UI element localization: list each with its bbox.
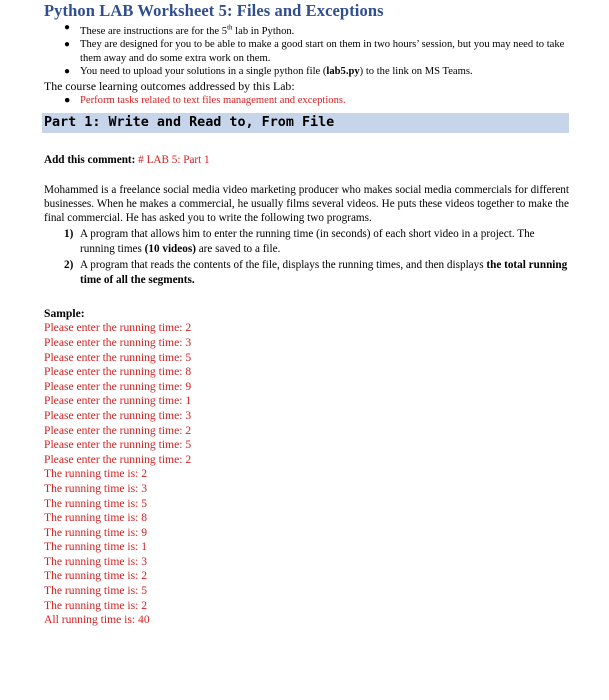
sample-output	[44, 321, 569, 627]
outcomes-heading: The course learning outcomes addressed by this Lab:	[44, 78, 295, 93]
sample-output-line: The running time is: 5	[44, 584, 148, 598]
task-number: 2)	[64, 258, 74, 271]
task-bold: the total running time of all the segments.	[80, 258, 568, 287]
task-item-2	[44, 258, 569, 289]
sample-output-line: Please enter the running time: 3	[44, 408, 192, 422]
sample-output-line: Please enter the running time: 5	[44, 350, 192, 364]
bullet-icon: ●	[64, 22, 71, 33]
bullet-icon: ●	[64, 39, 71, 51]
intro-bullet-3	[64, 65, 569, 79]
outcome-text: Perform tasks related to text files management and exceptions.	[80, 94, 346, 106]
sample-output-line: Please enter the running time: 9	[44, 379, 192, 393]
part1-description: Mohammed is a freelance social media video marketing producer who makes social media commercials for different businesses. When he makes a commercial, he usually films several videos. He puts these videos together to make the final commercial. He has asked you to write the following two programs.	[44, 183, 569, 225]
worksheet-title: Python LAB Worksheet 5: Files and Exceptions	[44, 1, 384, 20]
outcome-item	[64, 94, 569, 108]
task-item-1	[44, 227, 569, 258]
sample-output-line: The running time is: 9	[44, 525, 148, 539]
sample-output-line: Please enter the running time: 2	[44, 452, 192, 466]
outcomes-list	[44, 94, 569, 108]
sample-output-line: Please enter the running time: 1	[44, 394, 192, 408]
sample-output-line: Please enter the running time: 2	[44, 321, 192, 335]
sample-output-line: The running time is: 2	[44, 569, 148, 583]
task-text: A program that allows him to enter the running time (in seconds) of each short video in a project. The running times	[80, 227, 535, 256]
sample-output-line: The running time is: 2	[44, 467, 148, 481]
sample-output-line: The running time is: 5	[44, 496, 148, 510]
sample-output-line: All running time is: 40	[44, 613, 150, 627]
task-text-end: are saved to a file.	[195, 243, 281, 256]
comment-label: Add this comment:	[44, 153, 136, 166]
task-list	[44, 227, 569, 289]
part1-heading: Part 1: Write and Read to, From File	[42, 113, 569, 133]
sample-output-line: Please enter the running time: 8	[44, 365, 192, 379]
sample-output-line: Please enter the running time: 5	[44, 438, 192, 452]
task-number: 1)	[64, 227, 74, 240]
sample-output-line: The running time is: 3	[44, 481, 148, 495]
part1-comment	[44, 153, 569, 167]
sample-output-line: The running time is: 3	[44, 554, 148, 568]
comment-value: # LAB 5: Part 1	[138, 153, 210, 166]
intro-bullet-3-text: You need to upload your solutions in a single python file (lab5.py) to the link on MS Teams.	[80, 66, 473, 78]
sample-output-line: The running time is: 8	[44, 511, 148, 525]
bullet-icon: ●	[64, 94, 71, 106]
sample-output-line: Please enter the running time: 3	[44, 335, 192, 349]
task-bold: (10 videos)	[144, 243, 196, 256]
intro-bullet-2-text: They are designed for you to be able to make a good start on them in two hours’ session, but you may need to take them away and do some extra work on them.	[80, 39, 565, 64]
intro-bullet-list	[44, 21, 569, 79]
sample-heading: Sample:	[44, 306, 85, 320]
intro-bullet-1-text: These are instructions are for the 5th lab in Python.	[80, 23, 295, 37]
intro-bullet-2	[64, 38, 569, 65]
bullet-icon: ●	[64, 66, 71, 78]
intro-bullet-1	[64, 21, 569, 38]
task-text: A program that reads the contents of the file, displays the running times, and then displays	[80, 258, 487, 271]
sample-output-line: Please enter the running time: 2	[44, 423, 192, 437]
sample-output-line: The running time is: 1	[44, 540, 148, 554]
sample-output-line: The running time is: 2	[44, 598, 148, 612]
